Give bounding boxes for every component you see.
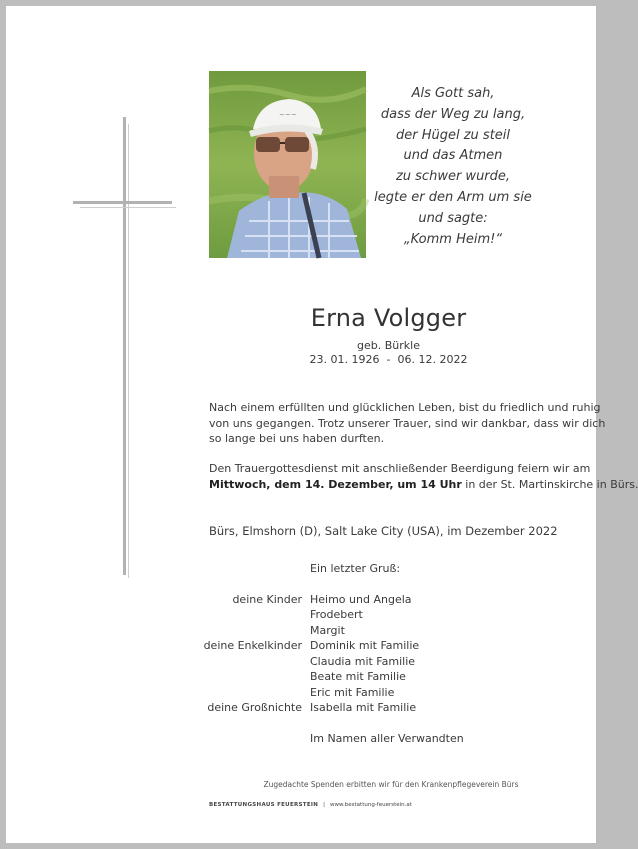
obituary-page: [6, 6, 638, 843]
mourner-name: Margit: [310, 624, 345, 637]
service-datetime: Mittwoch, dem 14. Dezember, um 14 Uhr: [209, 477, 462, 491]
mourner-relation: deine Großnichte: [207, 701, 302, 714]
poem-line: und sagte:: [418, 210, 488, 226]
maiden-name: geb. Bürkle: [357, 339, 420, 352]
mourner-name: Eric mit Familie: [310, 686, 395, 699]
mourner-name: Frodebert: [310, 608, 363, 621]
mourner-name: Dominik mit Familie: [310, 639, 420, 652]
mourner-row: [6, 608, 596, 624]
closing-line: Im Namen aller Verwandten: [310, 732, 464, 745]
mourner-relation: deine Enkelkinder: [203, 639, 302, 652]
poem-line: und das Atmen: [403, 148, 503, 164]
mourner-name: Claudia mit Familie: [310, 655, 416, 668]
service-date-line: [209, 477, 638, 493]
greeting-row: [6, 562, 596, 578]
service-paragraph: [209, 461, 638, 492]
mourner-row: [6, 686, 596, 702]
footer: [209, 802, 412, 808]
portrait-photo: [209, 71, 366, 258]
paragraph-line: so lange bei uns haben durften.: [209, 432, 385, 446]
footer-separator: |: [323, 802, 326, 808]
paragraph-line: Nach einem erfüllten und glücklichen Leben, bist du friedlich und ruhig: [209, 401, 601, 414]
service-location: in der St. Martinskirche in Bürs.: [461, 477, 638, 491]
poem-line: „Komm Heim!“: [403, 231, 503, 247]
funeral-home-name: BESTATTUNGSHAUS FEUERSTEIN: [209, 802, 319, 808]
mourner-row: [6, 593, 596, 609]
poem-line: Als Gott sah,: [411, 86, 495, 101]
deceased-name: Erna Volgger: [310, 304, 467, 332]
mourner-name: Beate mit Familie: [310, 670, 406, 683]
greeting: Ein letzter Gruß:: [310, 562, 401, 575]
mourner-row: [6, 639, 596, 655]
mourner-name: Isabella mit Familie: [310, 701, 417, 714]
closing-row: [6, 732, 596, 748]
paragraph-line: Den Trauergottesdienst mit anschließender Beerdigung feiern wir am: [209, 462, 591, 475]
mourner-row: [6, 670, 596, 686]
poem-line: legte er den Arm um sie: [374, 189, 532, 205]
mourner-name: Heimo und Angela: [310, 593, 412, 606]
mourner-relation: deine Kinder: [232, 593, 302, 606]
poem-line: der Hügel zu steil: [395, 127, 511, 143]
poem: [368, 84, 538, 250]
life-dates: 23. 01. 1926 - 06. 12. 2022: [309, 353, 468, 366]
mourner-row: [6, 701, 596, 717]
svg-text:~~~: ~~~: [279, 111, 297, 119]
funeral-home-url: www.bestattung-feuerstein.at: [330, 802, 412, 808]
place-date: Bürs, Elmshorn (D), Salt Lake City (USA), im Dezember 2022: [209, 524, 558, 538]
mourner-row: [6, 624, 596, 640]
mourner-row: [6, 655, 596, 671]
farewell-paragraph: [209, 400, 606, 447]
paragraph-line: von uns gegangen. Trotz unserer Trauer, sind wir dankbar, dass wir dich: [209, 416, 606, 430]
donation-note: Zugedachte Spenden erbitten wir für den Krankenpflegeverein Bürs: [263, 780, 519, 789]
poem-line: dass der Weg zu lang,: [380, 106, 526, 122]
poem-line: zu schwer wurde,: [395, 169, 511, 185]
